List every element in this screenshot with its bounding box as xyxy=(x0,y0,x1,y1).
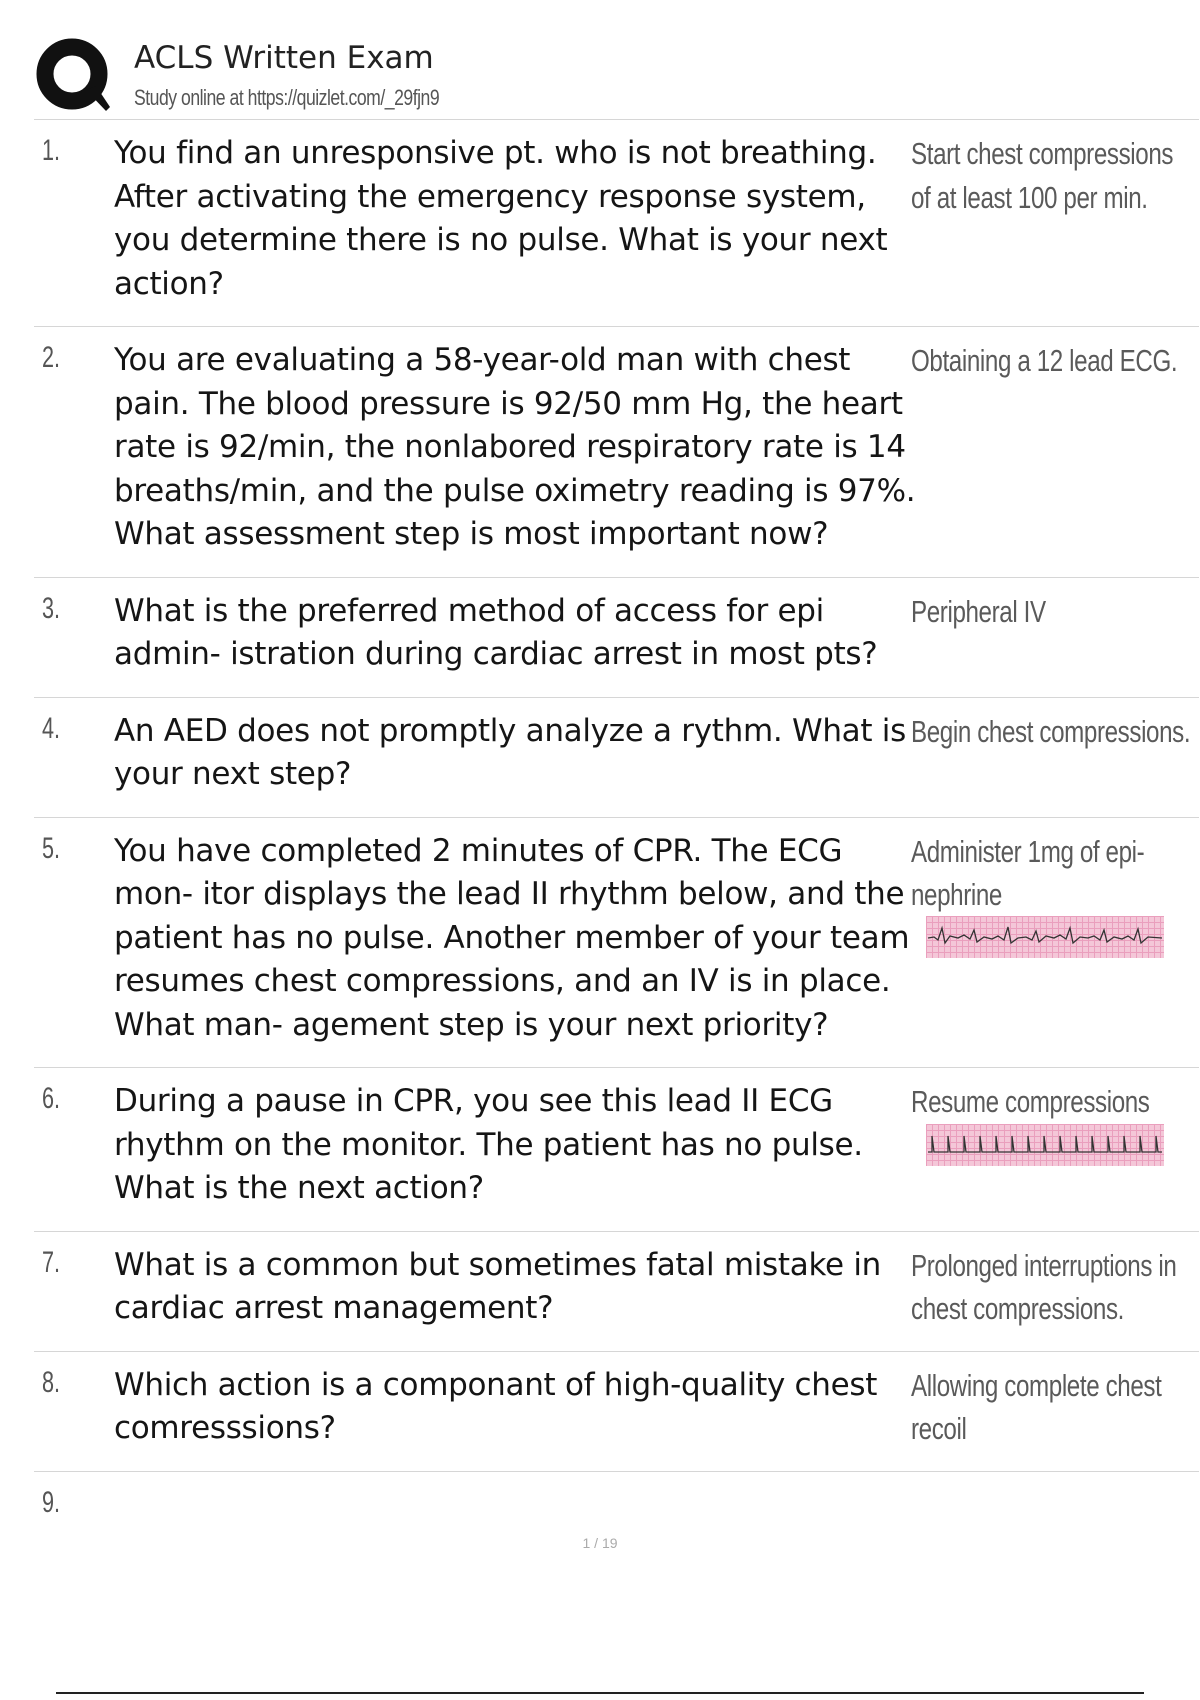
item-number: 7. xyxy=(42,1245,61,1279)
page-subtitle: Study online at https://quizlet.com/_29fjn9 xyxy=(134,85,440,110)
ecg-trace-icon xyxy=(926,916,1164,958)
answer-text: Start chest compressions of at least 100 per min. xyxy=(911,136,1174,215)
answer-text: Resume compressions xyxy=(911,1084,1150,1119)
answer-text: Prolonged interruptions in chest compressions. xyxy=(911,1247,1177,1326)
answer-text: Allowing complete chest recoil xyxy=(911,1367,1162,1446)
document-header xyxy=(34,28,1194,118)
item-number: 3. xyxy=(42,591,61,625)
question-text xyxy=(114,1484,929,1527)
question-text: An AED does not promptly analyze a rythm. What is your next step? xyxy=(114,712,906,792)
item-number: 8. xyxy=(42,1365,61,1399)
page-title: ACLS Written Exam xyxy=(134,40,434,76)
question-text: You have completed 2 minutes of CPR. The ECG mon- itor displays the lead II rhythm below, and the patient has no pulse. Another member of your team resumes chest compressions, and an IV is in place. What man- agement step is your next priority? xyxy=(114,832,910,1043)
question-text: During a pause in CPR, you see this lead II ECG rhythm on the monitor. The patient has no pulse. What is the next action? xyxy=(114,1083,863,1206)
item-number: 1. xyxy=(42,134,61,167)
item-number: 4. xyxy=(42,711,61,745)
question-text: You are evaluating a 58-year-old man with chest pain. The blood pressure is 92/50 mm Hg, the heart rate is 92/min, the nonlabored respiratory rate is 14 breaths/min, and the pulse oximetry reading is 97%. What assessment step is most important now? xyxy=(114,342,916,552)
answer-text: Administer 1mg of epi- nephrine xyxy=(911,833,1145,912)
list-item xyxy=(34,1068,1199,1232)
ecg-rhythm-strip-icon xyxy=(926,916,1164,958)
question-text: What is a common but sometimes fatal mistake in cardiac arrest management? xyxy=(114,1246,881,1326)
list-item xyxy=(34,327,1199,578)
list-item xyxy=(34,120,1199,327)
list-item xyxy=(34,698,1199,818)
list-item xyxy=(34,1352,1199,1472)
list-item xyxy=(34,1232,1199,1352)
ecg-trace-icon xyxy=(926,1124,1164,1166)
item-number: 2. xyxy=(42,341,61,374)
answer-text: Peripheral IV xyxy=(911,593,1046,629)
ecg-rhythm-strip-icon xyxy=(926,1124,1164,1166)
flashcard-list xyxy=(34,120,1199,1547)
answer-text: Begin chest compressions. xyxy=(911,713,1191,749)
answer-text: Obtaining a 12 lead ECG. xyxy=(911,343,1178,378)
quizlet-logo-icon xyxy=(34,36,114,116)
item-number: 9. xyxy=(42,1485,61,1519)
list-item xyxy=(34,578,1199,698)
item-number: 5. xyxy=(42,831,61,865)
footer-divider xyxy=(56,1692,1144,1694)
item-number: 6. xyxy=(42,1082,61,1115)
list-item xyxy=(34,818,1199,1069)
question-text: Which action is a componant of high-quality chest comresssions? xyxy=(114,1366,878,1446)
question-text: You find an unresponsive pt. who is not breathing. After activating the emergency response system, you determine there is no pulse. What is your next action? xyxy=(114,135,888,302)
question-text: What is the preferred method of access for epi admin- istration during cardiac arrest in most pts? xyxy=(114,592,878,672)
page-indicator: 1 / 19 xyxy=(582,1535,618,1551)
